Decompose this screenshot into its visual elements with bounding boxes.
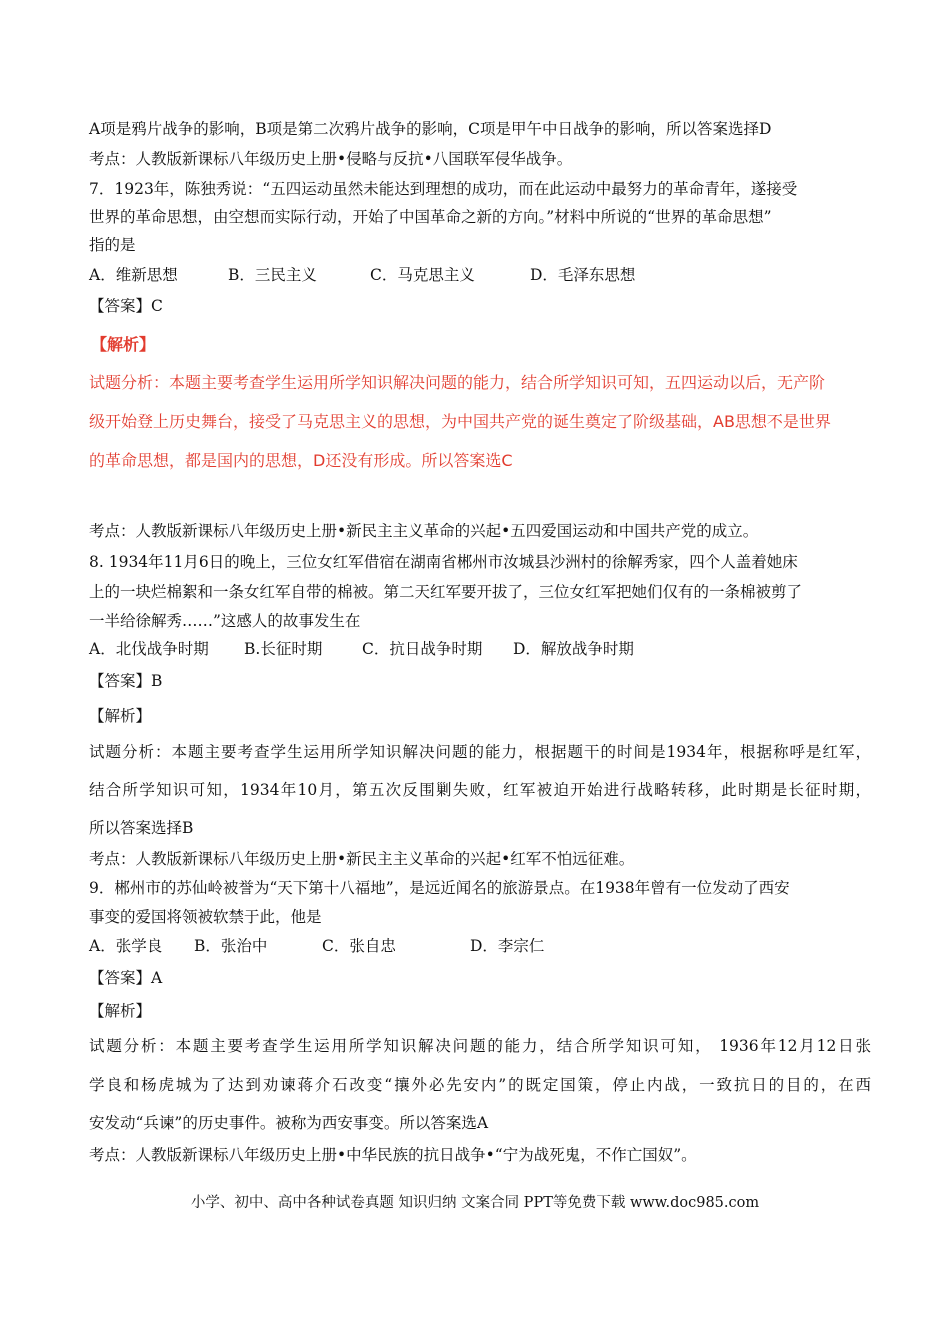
page-footer: 小学、初中、高中各种试卷真题 知识归纳 文案合同 PPT等免费下载 www.doc985.com <box>190 1195 760 1211</box>
option-b: B．三民主义 <box>228 266 317 284</box>
question-9-options <box>89 936 544 956</box>
analysis-line-1: 试题分析：本题主要考查学生运用所学知识解决问题的能力，根据题干的时间是1934年，根据称呼是红军， <box>89 743 871 761</box>
option-a: A．维新思想 <box>89 266 178 284</box>
option-c: C．张自忠 <box>322 937 396 955</box>
question-7-line-1: 7．1923年，陈独秀说：“五四运动虽然未能达到理想的成功，而在此运动中最努力的革命青年，遂接受 <box>89 180 798 198</box>
option-d: D．毛泽东思想 <box>530 266 636 284</box>
kaodian-line: 考点：人教版新课标八年级历史上册•侵略与反抗•八国联军侵华战争。 <box>89 150 573 168</box>
analysis-heading: 【解析】 <box>89 707 152 725</box>
option-c: C．马克思主义 <box>370 266 475 284</box>
analysis-line-2: 级开始登上历史舞台，接受了马克思主义的思想，为中国共产党的诞生奠定了阶级基础，AB思想不是世界 <box>89 412 831 431</box>
analysis-line-1: 试题分析：本题主要考查学生运用所学知识解决问题的能力，结合所学知识可知，五四运动以后，无产阶 <box>89 373 826 392</box>
analysis-line-3: 所以答案选择B <box>89 819 194 837</box>
analysis-line-2: 结合所学知识可知，1934年10月，第五次反围剿失败，红军被迫开始进行战略转移，此时期是长征时期， <box>89 781 871 799</box>
kaodian-line: 考点：人教版新课标八年级历史上册•新民主主义革命的兴起•红军不怕远征难。 <box>89 850 635 868</box>
option-d: D．解放战争时期 <box>513 640 634 658</box>
question-8-line-1: 8. 1934年11月6日的晚上，三位女红军借宿在湖南省郴州市汝城县沙洲村的徐解秀家，四个人盖着她床 <box>89 553 798 571</box>
analysis-line-1: 试题分析：本题主要考查学生运用所学知识解决问题的能力，结合所学知识可知， 1936年12月12日张 <box>89 1037 871 1055</box>
answer-label: 【答案】C <box>89 297 163 315</box>
analysis-line-3: 安发动“兵谏”的历史事件。被称为西安事变。所以答案选A <box>89 1114 489 1132</box>
analysis-heading: 【解析】 <box>91 335 156 354</box>
option-c: C．抗日战争时期 <box>362 640 483 658</box>
question-9-line-2: 事变的爱国将领被软禁于此，他是 <box>89 908 322 926</box>
question-7-options <box>89 265 635 285</box>
question-8-line-3: 一半给徐解秀……”这感人的故事发生在 <box>89 612 361 630</box>
question-9-line-1: 9．郴州市的苏仙岭被誉为“天下第十八福地”，是远近闻名的旅游景点。在1938年曾有一位发动了西安 <box>89 879 790 897</box>
question-8-options <box>89 639 634 659</box>
analysis-line-3: 的革命思想，都是国内的思想，D还没有形成。所以答案选C <box>89 451 513 470</box>
answer-explanation-line: A项是鸦片战争的影响，B项是第二次鸦片战争的影响，C项是甲午中日战争的影响，所以答案选择D <box>89 120 772 138</box>
option-b: B．张治中 <box>194 937 268 955</box>
answer-label: 【答案】B <box>89 672 163 690</box>
analysis-heading: 【解析】 <box>89 1002 152 1020</box>
option-a: A．张学良 <box>89 937 163 955</box>
question-8-line-2: 上的一块烂棉絮和一条女红军自带的棉被。第二天红军要开拔了，三位女红军把她们仅有的一条棉被剪了 <box>89 583 803 601</box>
option-a: A．北伐战争时期 <box>89 640 209 658</box>
kaodian-line: 考点：人教版新课标八年级历史上册•中华民族的抗日战争•“宁为战死鬼，不作亡国奴”。 <box>89 1146 697 1164</box>
answer-label: 【答案】A <box>89 969 163 987</box>
kaodian-line: 考点：人教版新课标八年级历史上册•新民主主义革命的兴起•五四爱国运动和中国共产党的成立。 <box>89 522 759 540</box>
option-d: D．李宗仁 <box>470 937 545 955</box>
question-7-line-3: 指的是 <box>89 236 136 254</box>
question-7-line-2: 世界的革命思想，由空想而实际行动，开始了中国革命之新的方向。”材料中所说的“世界的革命思想” <box>89 208 772 226</box>
analysis-line-2: 学良和杨虎城为了达到劝谏蒋介石改变“攘外必先安内”的既定国策，停止内战，一致抗日的目的，在西 <box>89 1076 871 1094</box>
option-b: B.长征时期 <box>244 640 323 658</box>
